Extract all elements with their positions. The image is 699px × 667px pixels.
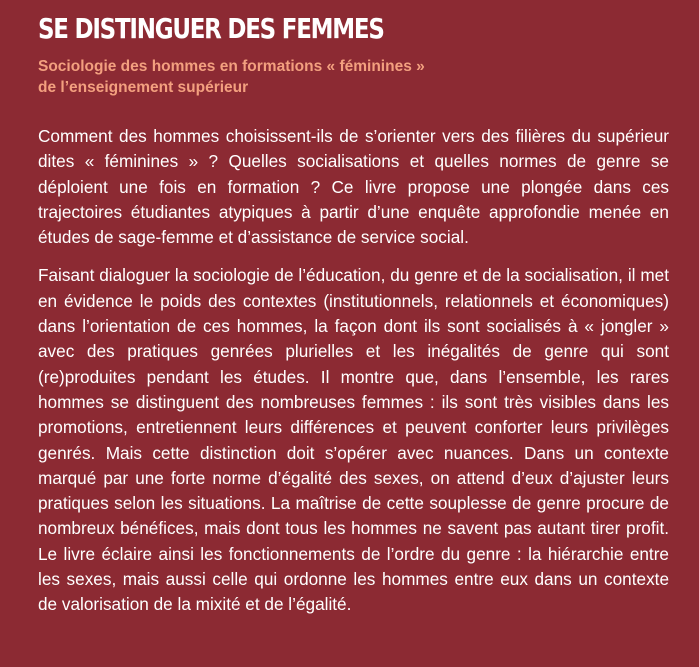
subtitle-line-1: Sociologie des hommes en formations « féminines »	[38, 58, 425, 75]
blurb-paragraph-2: Faisant dialoguer la sociologie de l’éducation, du genre et de la socialisation, il met en évidence le poids des contextes (institutionnels, relationnels et économiques) dans l’orientation de ces hommes, la façon dont ils sont socialisés à « jongler » avec des pratiques genrées plurielles et les inégalités de genre qui sont (re)produites pendant les études. Il montre que, dans l’ensemble, les rares hommes se distinguent des nombreuses femmes : ils sont très visibles dans les promotions, entretiennent leurs différences et peuvent conforter leurs privilèges genrés. Mais cette distinction doit s’opérer avec nuances. Dans un contexte marqué par une forte norme d’égalité des sexes, on attend d’eux d’ajuster leurs pratiques selon les situations. La maîtrise de cette souplesse de genre procure de nombreux bénéfices, mais dont tous les hommes ne savent pas autant tirer profit. Le livre éclaire ainsi les fonctionnements de l’ordre du genre : la hiérarchie entre les sexes, mais aussi celle qui ordonne les hommes entre eux dans un contexte de valorisation de la mixité et de l’égalité.	[38, 265, 669, 615]
blurb-paragraph-1: Comment des hommes choisissent-ils de s’orienter vers des filières du supérieur dites « féminines » ? Quelles socialisations et quelles normes de genre se déploient une fois en formation ? Ce livre propose une plongée dans ces trajectoires étudiantes atypiques à partir d’une enquête approfondie menée en études de sage-femme et d’assistance de service social.	[38, 126, 669, 248]
book-subtitle	[38, 56, 669, 98]
blurb	[38, 124, 669, 618]
subtitle-line-2: de l’enseignement supérieur	[38, 79, 249, 96]
book-title: SE DISTINGUER DES FEMMES	[38, 12, 384, 45]
